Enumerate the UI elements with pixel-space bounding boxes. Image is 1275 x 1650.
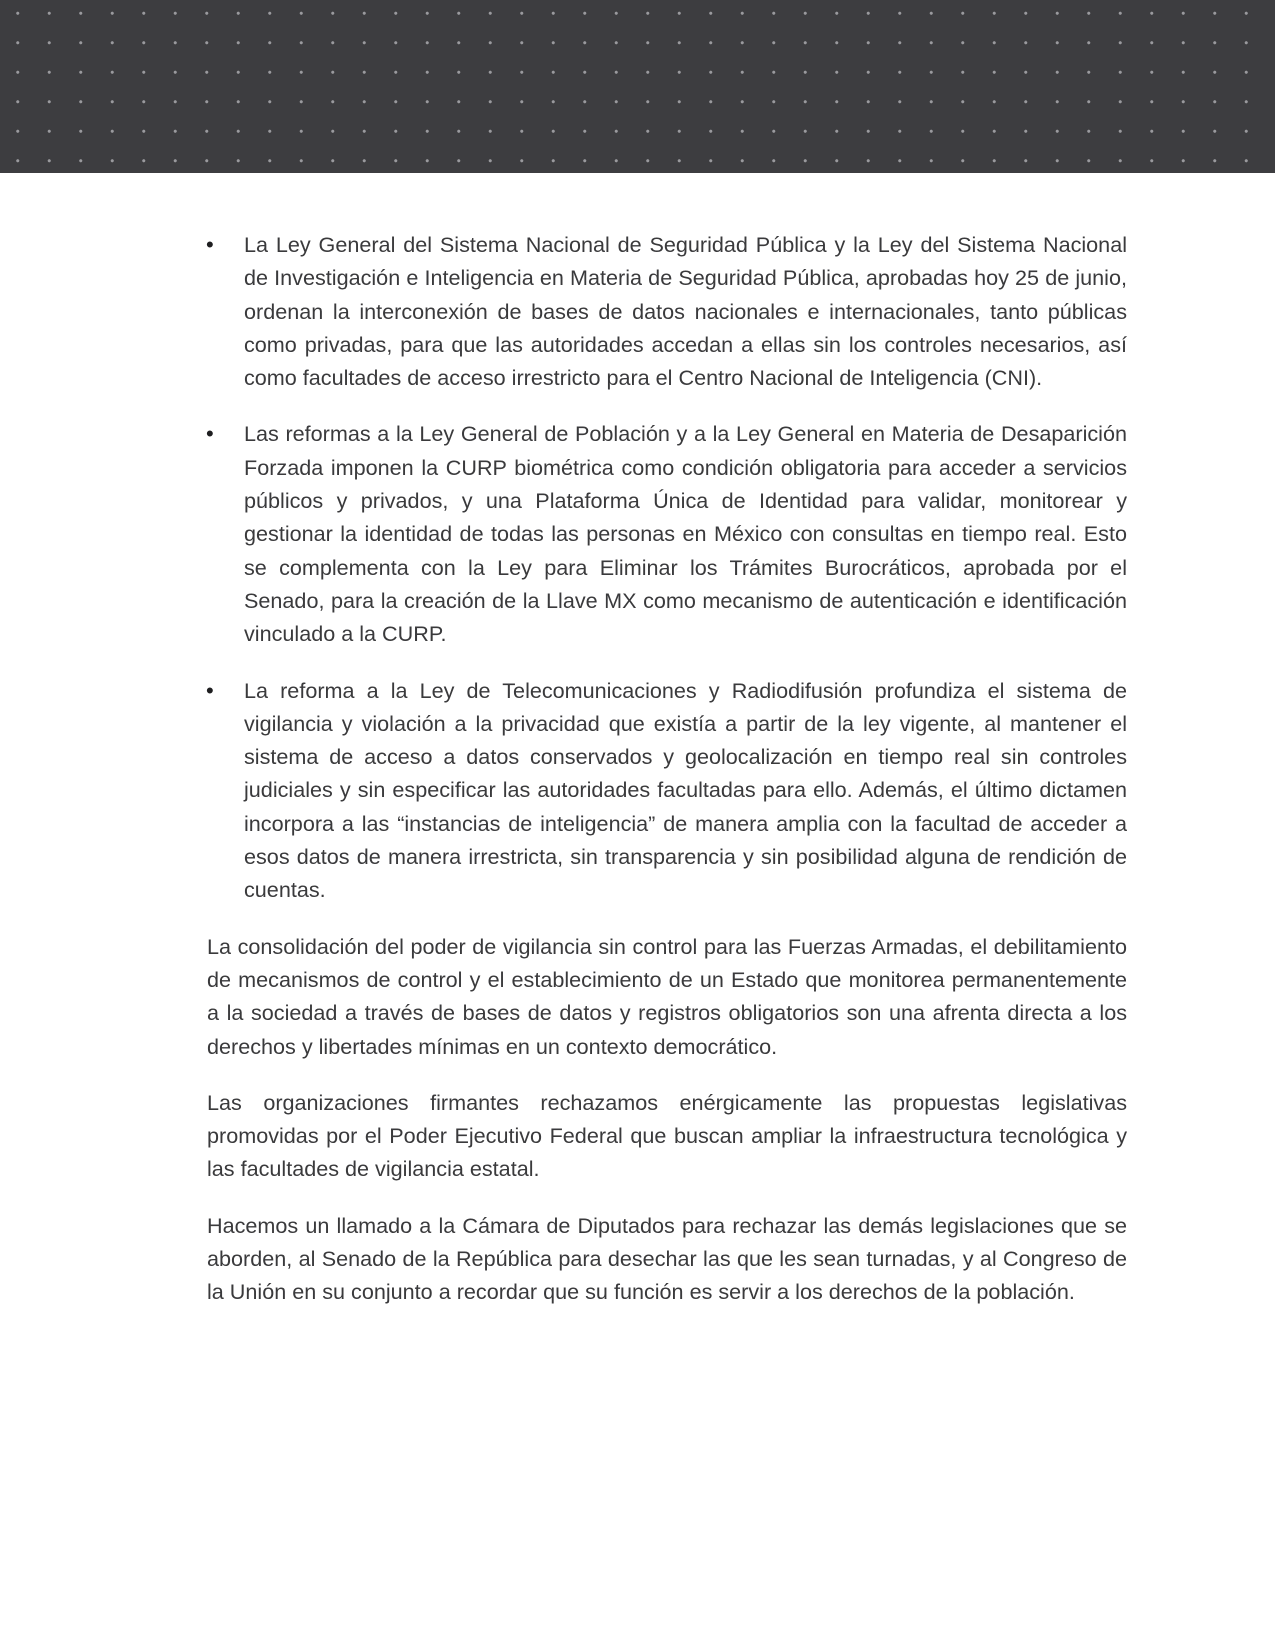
- bullet-list: [207, 228, 1127, 907]
- paragraph-consolidation: La consolidación del poder de vigilancia sin control para las Fuerzas Armadas, el debilitamiento de mecanismos de control y el establecimiento de un Estado que monitorea permanentemente a la sociedad a través de bases de datos y registros obligatorios son una afrenta directa a los derechos y libertades mínimas en un contexto democrático.: [207, 933, 1127, 1059]
- list-item: [207, 417, 1127, 650]
- list-item: [207, 674, 1127, 907]
- bullet-icon: •: [206, 232, 214, 257]
- header-dotted-banner: [0, 0, 1275, 173]
- paragraph-rejection: Las organizaciones firmantes rechazamos enérgicamente las propuestas legislativas promovidas por el Poder Ejecutivo Federal que buscan ampliar la infraestructura tecnológica y las facultades de vigilancia estatal.: [207, 1089, 1127, 1182]
- bullet-icon: •: [206, 421, 214, 447]
- list-item: [207, 228, 1127, 394]
- list-item-text: Las reformas a la Ley General de Población y a la Ley General en Materia de Desaparición Forzada imponen la CURP biométrica como condición obligatoria para acceder a servicios públicos y privados, y una Plataforma Única de Identidad para validar, monitorear y gestionar la identidad de todas las personas en México con consultas en tiempo real. Esto se complementa con la Ley para Eliminar los Trámites Burocráticos, aprobada por el Senado, para la creación de la Llave MX como mecanismo de autenticación e identificación vinculado a la CURP.: [244, 421, 1127, 647]
- list-item-text: La reforma a la Ley de Telecomunicaciones y Radiodifusión profundiza el sistema de vigilancia y violación a la privacidad que existía a partir de la ley vigente, al mantener el sistema de acceso a datos conservados y geolocalización en tiempo real sin controles judiciales y sin especificar las autoridades facultadas para ello. Además, el último dictamen incorpora a las “instancias de inteligencia” de manera amplia con la facultad de acceder a esos datos de manera irrestricta, sin transparencia y sin posibilidad alguna de rendición de cuentas.: [244, 677, 1127, 903]
- paragraph-call-to-action: Hacemos un llamado a la Cámara de Diputados para rechazar las demás legislaciones que se aborden, al Senado de la República para desechar las que les sean turnadas, y al Congreso de la Unión en su conjunto a recordar que su función es servir a los derechos de la población.: [207, 1212, 1127, 1305]
- list-item-text: La Ley General del Sistema Nacional de Seguridad Pública y la Ley del Sistema Nacional de Investigación e Inteligencia en Materia de Seguridad Pública, aprobadas hoy 25 de junio, ordenan la interconexión de bases de datos nacionales e internacionales, tanto públicas como privadas, para que las autoridades accedan a ellas sin los controles necesarios, así como facultades de acceso irrestricto para el Centro Nacional de Inteligencia (CNI).: [244, 232, 1127, 391]
- bullet-icon: •: [206, 677, 214, 703]
- document-body: [207, 228, 1127, 1332]
